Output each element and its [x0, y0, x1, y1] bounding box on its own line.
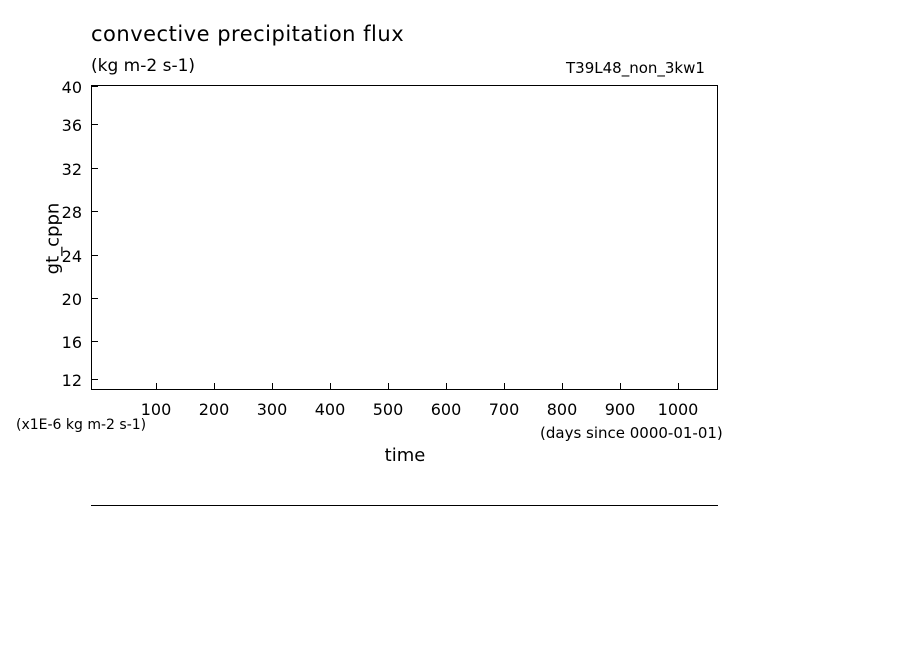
x-tick-mark: [562, 383, 563, 390]
x-tick-label: 900: [604, 400, 636, 419]
y-axis-label: gt_cppn: [42, 202, 64, 275]
y-tick-mark: [91, 86, 98, 87]
x-tick-label: 700: [488, 400, 520, 419]
x-tick-mark: [330, 383, 331, 390]
x-tick-mark: [214, 383, 215, 390]
y-tick-marks: [91, 0, 101, 654]
x-tick-mark: [156, 383, 157, 390]
y-tick-mark: [91, 255, 98, 256]
y-tick-label: 20: [61, 290, 82, 309]
x-tick-mark: [620, 383, 621, 390]
y-tick-label: 24: [61, 247, 82, 266]
x-tick-label: 500: [372, 400, 404, 419]
y-tick-mark: [91, 168, 98, 169]
x-tick-mark: [272, 383, 273, 390]
units-note-right: (days since 0000-01-01): [540, 424, 723, 442]
x-tick-marks: [0, 383, 904, 393]
y-tick-label: 40: [61, 78, 82, 97]
x-tick-mark: [388, 383, 389, 390]
y-tick-label: 36: [61, 116, 82, 135]
x-tick-label: 600: [430, 400, 462, 419]
x-tick-label: 300: [256, 400, 288, 419]
y-tick-mark: [91, 341, 98, 342]
y-tick-labels: [30, 0, 82, 654]
y-tick-label: 16: [61, 333, 82, 352]
chart-title: convective precipitation flux: [91, 22, 405, 46]
run-id-label: T39L48_non_3kw1: [566, 59, 705, 77]
units-note-left: (x1E-6 kg m-2 s-1): [16, 417, 147, 433]
y-tick-label: 32: [61, 160, 82, 179]
chart-units-label: (kg m-2 s-1): [91, 56, 196, 76]
y-tick-mark: [91, 124, 98, 125]
x-tick-label: 400: [314, 400, 346, 419]
y-tick-label: 28: [61, 203, 82, 222]
x-axis-label: time: [384, 445, 426, 466]
y-tick-label: 12: [61, 371, 82, 390]
x-tick-mark: [504, 383, 505, 390]
x-tick-label: 200: [198, 400, 230, 419]
y-tick-mark: [91, 298, 98, 299]
y-tick-mark: [91, 211, 98, 212]
y-tick-mark: [91, 379, 98, 380]
x-tick-label: 800: [546, 400, 578, 419]
x-tick-mark: [678, 383, 679, 390]
bottom-divider: [91, 505, 718, 506]
x-tick-label: 100: [140, 400, 172, 419]
plot-area: [91, 85, 718, 390]
x-tick-label: 1000: [657, 400, 699, 419]
x-tick-mark: [446, 383, 447, 390]
